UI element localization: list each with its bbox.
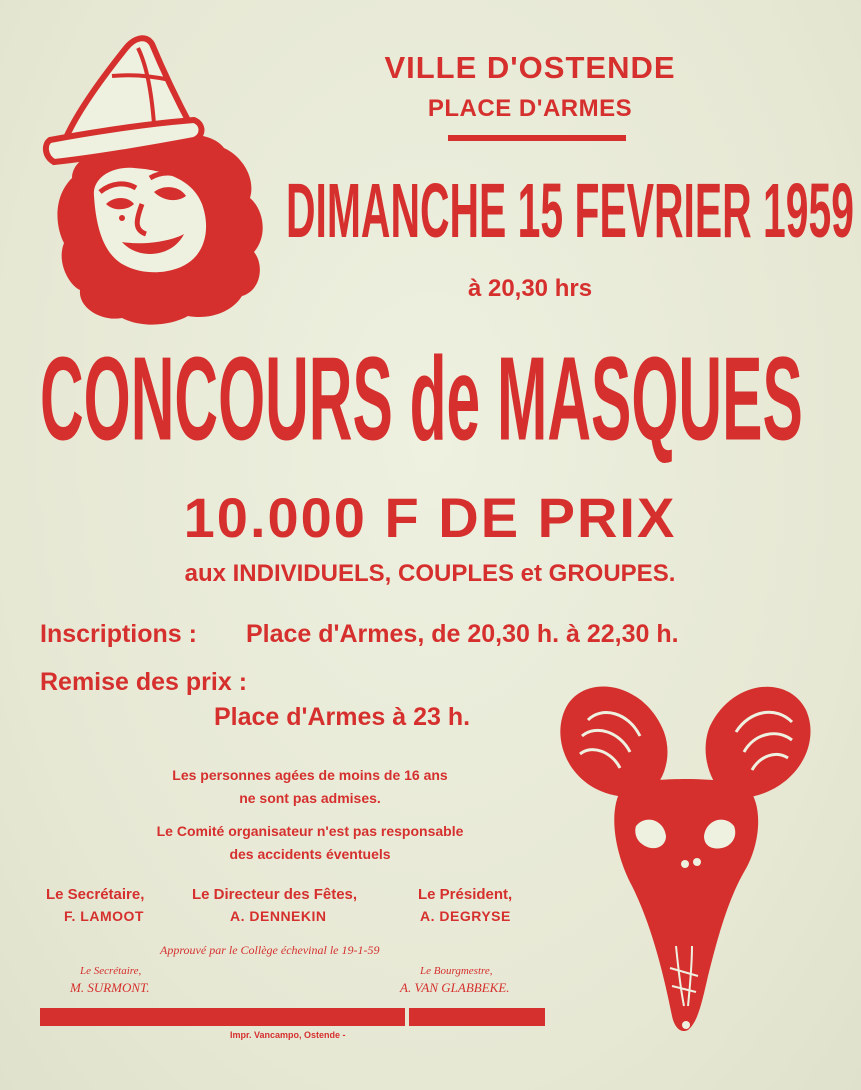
signatory-role: Le Directeur des Fêtes, bbox=[192, 886, 358, 903]
headline: CONCOURS de MASQUES bbox=[40, 333, 803, 466]
registration-details: Place d'Armes, de 20,30 h. à 22,30 h. bbox=[246, 620, 679, 648]
event-time: à 20,30 hrs bbox=[467, 275, 593, 302]
title-divider bbox=[448, 135, 626, 141]
approval-secretary-role: Le Secrétaire, bbox=[80, 965, 142, 977]
age-notice-line1: Les personnes agées de moins de 16 ans bbox=[172, 767, 448, 783]
liability-notice-line2: des accidents éventuels bbox=[229, 846, 391, 862]
prize-recipients: aux INDIVIDUELS, COUPLES et GROUPES. bbox=[184, 560, 676, 587]
awards-label: Remise des prix : bbox=[40, 668, 248, 696]
signatory-name: F. LAMOOT bbox=[64, 908, 144, 924]
city-title: VILLE D'OSTENDE bbox=[384, 50, 676, 85]
clown-face-icon bbox=[42, 28, 270, 328]
approval-secretary-name: M. SURMONT. bbox=[70, 980, 150, 995]
printer-credit: Impr. Vancampo, Ostende - bbox=[230, 1030, 346, 1040]
approval-mayor-role: Le Bourgmestre, bbox=[420, 965, 493, 977]
approval-mayor-name: A. VAN GLABBEKE. bbox=[400, 980, 510, 995]
place-subtitle: PLACE D'ARMES bbox=[427, 95, 633, 122]
footer-bar-gap bbox=[405, 1008, 409, 1026]
signatory-role: Le Secrétaire, bbox=[46, 886, 145, 903]
approval-statement: Approuvé par le Collège échevinal le 19-1-59 bbox=[160, 943, 380, 957]
footer-bar bbox=[40, 1008, 545, 1026]
signatory-name: A. DENNEKIN bbox=[230, 908, 327, 924]
event-date: DIMANCHE 15 FEVRIER 1959 bbox=[286, 166, 854, 254]
signatory-name: A. DEGRYSE bbox=[420, 908, 511, 924]
liability-notice-line1: Le Comité organisateur n'est pas responsable bbox=[156, 823, 464, 839]
registration-label: Inscriptions : bbox=[40, 620, 197, 648]
awards-details: Place d'Armes à 23 h. bbox=[214, 703, 471, 731]
prize-amount: 10.000 F DE PRIX bbox=[183, 486, 677, 549]
mouse-mask-icon bbox=[548, 676, 822, 1038]
age-notice-line2: ne sont pas admises. bbox=[239, 790, 381, 806]
signatory-role: Le Président, bbox=[418, 886, 513, 903]
